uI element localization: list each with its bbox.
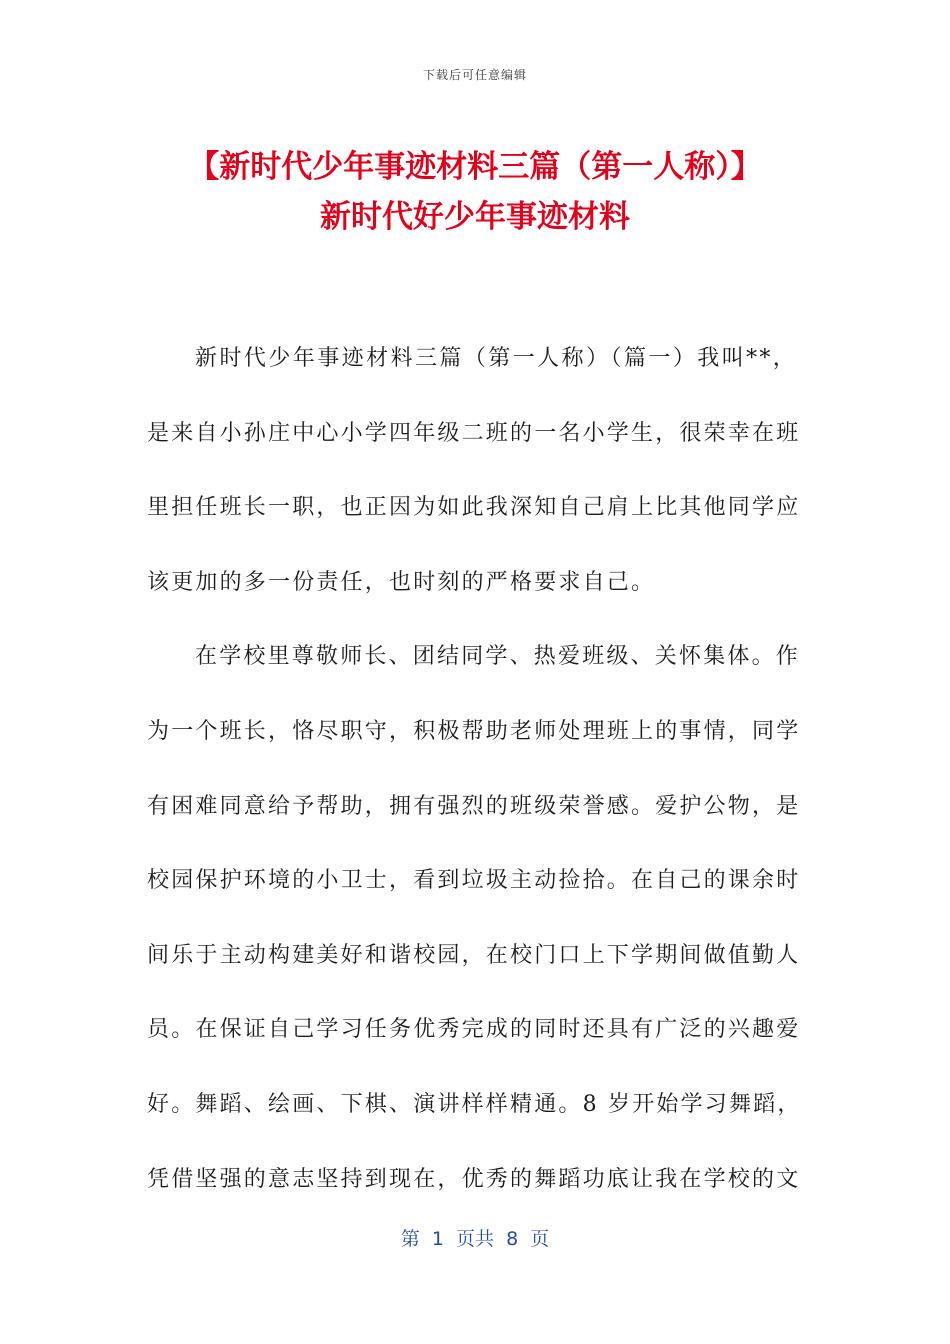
header-note: 下载后可任意编辑	[422, 68, 527, 82]
text-line: 新时代少年事迹材料三篇（第一人称）（篇一）我叫**，	[195, 346, 797, 371]
paragraph-2	[147, 620, 802, 1217]
text-line: 里担任班长一职，也正因为如此我深知自己肩上比其他同学应	[147, 495, 801, 521]
document-title	[60, 142, 890, 242]
text-line: 好。舞蹈、绘画、下棋、演讲样样精通。8 岁开始学习舞蹈，	[147, 1091, 802, 1117]
text-line: 员。在保证自己学习任务优秀完成的同时还具有广泛的兴趣爱	[147, 1017, 801, 1043]
page-number-footer: 第 1 页共 8 页	[400, 1228, 550, 1250]
text-line: 在学校里尊敬师长、团结同学、热爱班级、关怀集体。作	[195, 644, 801, 670]
body-text	[147, 322, 802, 1217]
text-line: 校园保护环境的小卫士，看到垃圾主动捡拾。在自己的课余时	[147, 868, 801, 894]
text-line: 凭借坚强的意志坚持到现在，优秀的舞蹈功底让我在学校的文	[147, 1166, 801, 1192]
text-line: 该更加的多一份责任，也时刻的严格要求自己。	[147, 569, 656, 595]
text-line: 有困难同意给予帮助，拥有强烈的班级荣誉感。爱护公物，是	[147, 793, 801, 819]
text-line: 间乐于主动构建美好和谐校园，在校门口上下学期间做值勤人	[147, 942, 801, 968]
text-line: 是来自小孙庄中心小学四年级二班的一名小学生，很荣幸在班	[147, 420, 801, 446]
paragraph-1	[147, 322, 801, 620]
title-line-1: 【新时代少年事迹材料三篇（第一人称）】	[188, 149, 762, 185]
title-line-2: 新时代好少年事迹材料	[320, 199, 630, 235]
text-line: 为一个班长，恪尽职守，积极帮助老师处理班上的事情，同学	[147, 718, 801, 744]
